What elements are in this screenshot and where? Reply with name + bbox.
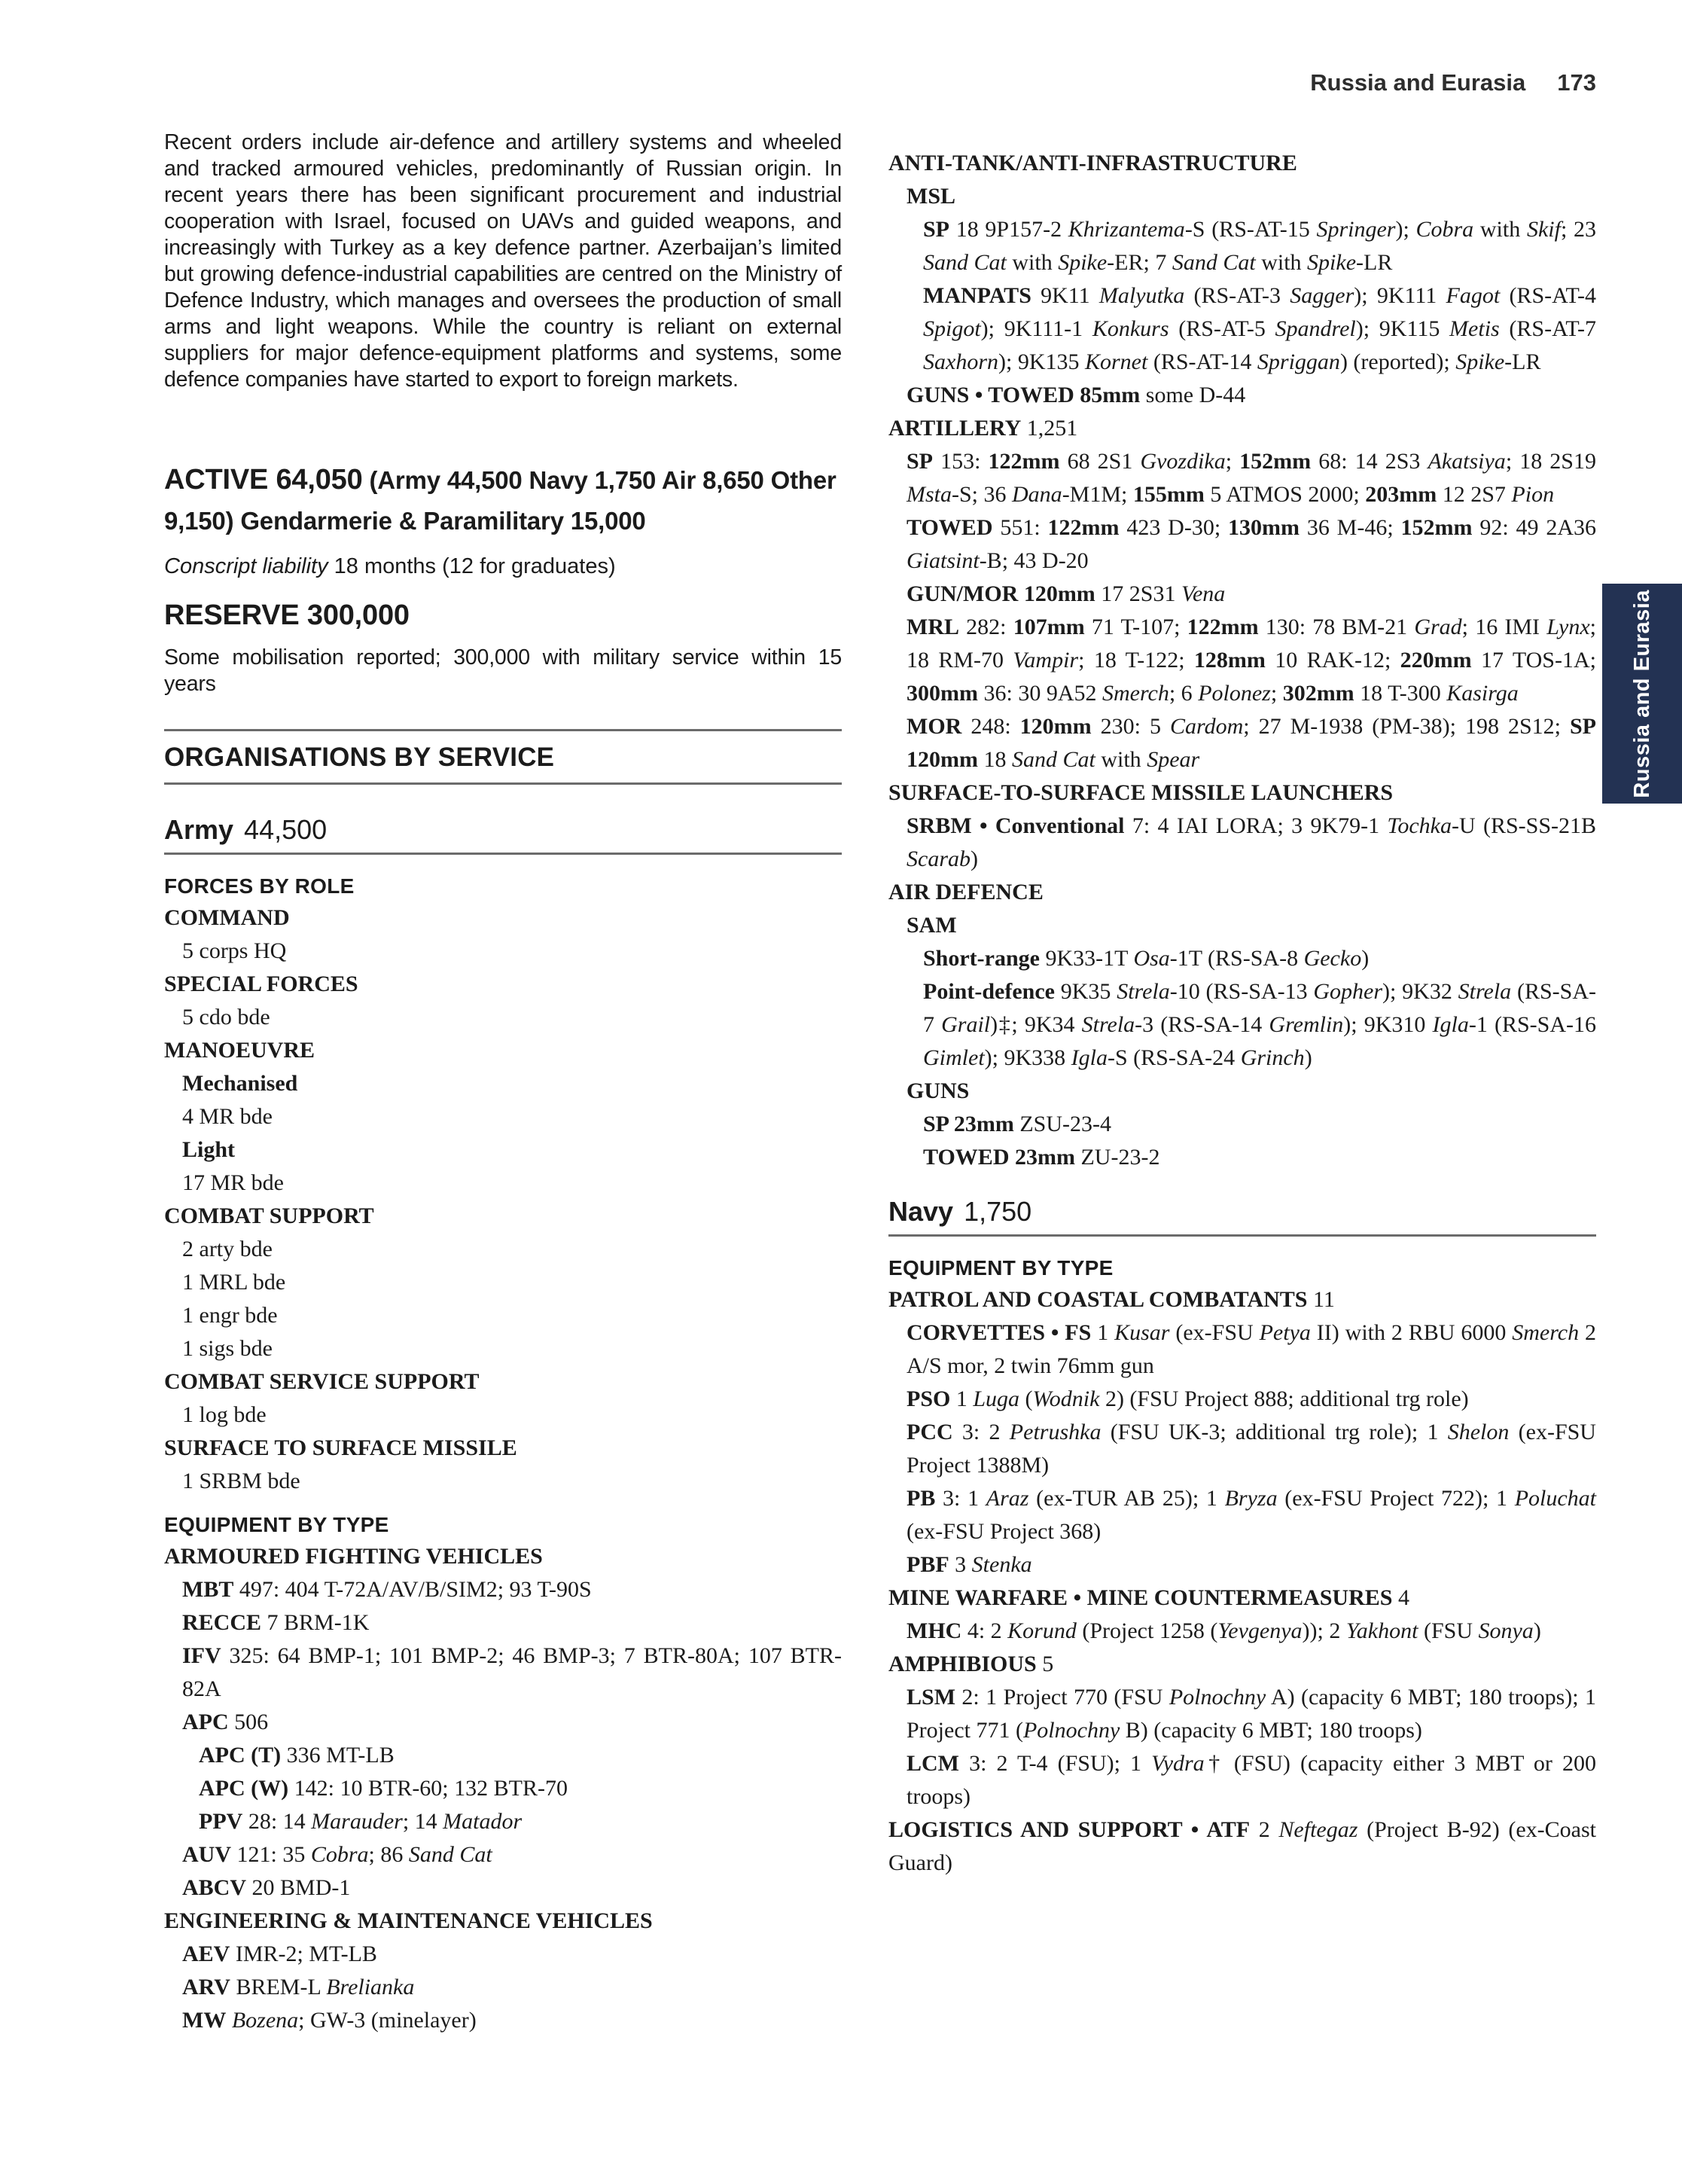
entry-line: MHC 4: 2 Korund (Project 1258 (Yevgenya)); 2 Yakhont (FSU Sonya) (907, 1618, 1541, 1643)
strength-heading-lead: ACTIVE 64,050 (164, 464, 363, 496)
service-name: Army (164, 814, 234, 845)
entry-line: MBT 497: 404 T-72A/AV/B/SIM2; 93 T-90S (182, 1577, 592, 1602)
entry-line: LCM 3: 2 T-4 (FSU); 1 Vydra† (FSU) (capacity either 3 MBT or 200 troops) (907, 1751, 1596, 1809)
intro-paragraph: Some mobilisation reported; 300,000 with military service within 15 years (164, 645, 842, 696)
conscript-note-value: 18 months (12 for graduates) (328, 554, 616, 578)
entry-line: AUV 121: 35 Cobra; 86 Sand Cat (182, 1842, 492, 1867)
entry-line: LOGISTICS AND SUPPORT • ATF 2 Neftegaz (Project B-92) (ex-Coast Guard) (888, 1817, 1596, 1875)
service-strength: 44,500 (244, 814, 328, 845)
service-name: Navy (888, 1196, 954, 1227)
intro-paragraph: Recent orders include air-defence and artillery systems and wheeled and tracked armoured vehicles, predominantly of Russian origin. In recent years there has been significant procurement and industrial cooperation with Israel, focused on UAVs and guided weapons, and increasingly with Turkey as a key defence partner. Azerbaijan’s limited but growing defence-industrial capabilities are centred on the Ministry of Defence Industry, which manages and oversees the production of small arms and light weapons. While the country is reliant on external suppliers for major defence-equipment platforms and systems, some defence companies have started to export to foreign markets. (164, 130, 842, 392)
entry-line: 1 SRBM bde (182, 1469, 300, 1493)
entry-line: COMBAT SERVICE SUPPORT (164, 1369, 480, 1394)
conscript-note (164, 551, 842, 581)
conscript-note-term: Conscript liability (164, 554, 328, 578)
left-column (164, 130, 842, 2037)
entry-line: SRBM • Conventional 7: 4 IAI LORA; 3 9K79-1 Tochka-U (RS-SS-21B Scarab) (907, 813, 1597, 871)
entry-line: 1 log bde (182, 1402, 267, 1427)
entry-line: 4 MR bde (182, 1104, 273, 1129)
entry-line: 2 arty bde (182, 1237, 273, 1261)
entry-line: SP 153: 122mm 68 2S1 Gvozdika; 152mm 68: 14 2S3 Akatsiya; 18 2S19 Msta-S; 36 Dana-M1M; 155mm 5 ATMOS 2000; 203mm 12 2S7 Pion (907, 449, 1596, 507)
entry-line: Short-range 9K33-1T Osa-1T (RS-SA-8 Gecko) (923, 946, 1370, 971)
strength-heading-lead: RESERVE 300,000 (164, 599, 410, 631)
strength-heading-detail: (Army 44,500 Navy 1,750 Air 8,650 Other 9,150) Gendarmerie & Paramilitary 15,000 (164, 466, 836, 535)
entry-line: IFV 325: 64 BMP-1; 101 BMP-2; 46 BMP-3; 7 BTR-80A; 107 BTR-82A (182, 1643, 842, 1701)
entry-line: TOWED 551: 122mm 423 D-30; 130mm 36 M-46; 152mm 92: 49 2A36 Giatsint-B; 43 D-20 (907, 515, 1596, 573)
entry-line: ARMOURED FIGHTING VEHICLES (164, 1544, 543, 1569)
entry-line: AIR DEFENCE (888, 880, 1044, 904)
entry-line: MSL (907, 184, 956, 209)
strength-heading (164, 462, 842, 544)
entry-line: SURFACE TO SURFACE MISSILE (164, 1435, 517, 1460)
entry-line: ANTI-TANK/ANTI-INFRASTRUCTURE (888, 151, 1297, 175)
entry-line: COMBAT SUPPORT (164, 1203, 374, 1228)
entry-line: RECCE 7 BRM-1K (182, 1610, 370, 1635)
entry-line: 5 cdo bde (182, 1005, 270, 1029)
entry-line: COMMAND (164, 905, 290, 930)
entry-line: APC 506 (182, 1710, 269, 1734)
entry-line: Light (182, 1137, 236, 1162)
entry-line: MW Bozena; GW-3 (minelayer) (182, 2008, 477, 2033)
entry-line: CORVETTES • FS 1 Kusar (ex-FSU Petya II) with 2 RBU 6000 Smerch 2 A/S mor, 2 twin 76mm gun (907, 1320, 1597, 1378)
entry-line: PATROL AND COASTAL COMBATANTS 11 (888, 1287, 1335, 1312)
entry-line: 1 sigs bde (182, 1336, 273, 1361)
entry-line: 17 MR bde (182, 1170, 284, 1195)
entry-line: AEV IMR-2; MT-LB (182, 1942, 377, 1966)
entry-line: SP 23mm ZSU-23-4 (923, 1112, 1111, 1136)
subsection-heading: EQUIPMENT BY TYPE (888, 1256, 1114, 1280)
entry-line: MANOEUVRE (164, 1038, 315, 1063)
entry-line: LSM 2: 1 Project 770 (FSU Polnochny A) (capacity 6 MBT; 180 troops); 1 Project 771 (Polnochny B) (capacity 6 MBT; 180 troops) (907, 1685, 1597, 1743)
entry-line: GUN/MOR 120mm 17 2S31 Vena (907, 581, 1226, 606)
entry-line: MINE WARFARE • MINE COUNTERMEASURES 4 (888, 1585, 1409, 1610)
entry-line: SURFACE-TO-SURFACE MISSILE LAUNCHERS (888, 780, 1394, 805)
service-strength: 1,750 (964, 1196, 1032, 1227)
entry-line: Mechanised (182, 1071, 298, 1096)
subsection-heading: EQUIPMENT BY TYPE (164, 1513, 389, 1536)
strength-heading (164, 598, 842, 639)
service-heading (164, 815, 842, 855)
entry-line: PSO 1 Luga (Wodnik 2) (FSU Project 888; additional trg role) (907, 1386, 1469, 1411)
entry-line: PBF 3 Stenka (907, 1552, 1032, 1577)
entry-line: Point-defence 9K35 Strela-10 (RS-SA-13 Gopher); 9K32 Strela (RS-SA-7 Grail)‡; 9K34 Strela-3 (RS-SA-14 Gremlin); 9K310 Igla-1 (RS-SA-16 Gimlet); 9K338 Igla-S (RS-SA-24 Grinch) (923, 979, 1596, 1070)
entry-line: 1 MRL bde (182, 1270, 286, 1295)
section-side-tab (1602, 584, 1682, 804)
entry-line: AMPHIBIOUS 5 (888, 1652, 1054, 1676)
right-column (888, 147, 1596, 1880)
entry-line: MOR 248: 120mm 230: 5 Cardom; 27 M-1938 (PM-38); 198 2S12; SP 120mm 18 Sand Cat with Spear (907, 714, 1596, 772)
entry-line: 5 corps HQ (182, 938, 287, 963)
section-side-tab-label: Russia and Eurasia (1629, 589, 1654, 798)
entry-line: MANPATS 9K11 Malyutka (RS-AT-3 Sagger); 9K111 Fagot (RS-AT-4 Spigot); 9K111-1 Konkurs (RS-AT-5 Spandrel); 9K115 Metis (RS-AT-7 Saxhorn); 9K135 Kornet (RS-AT-14 Spriggan) (reported); Spike-LR (923, 283, 1597, 374)
entry-line: GUNS • TOWED 85mm some D-44 (907, 383, 1246, 407)
entry-line: PB 3: 1 Araz (ex-TUR AB 25); 1 Bryza (ex-FSU Project 722); 1 Poluchat (ex-FSU Project 368) (907, 1486, 1596, 1544)
entry-line: PPV 28: 14 Marauder; 14 Matador (199, 1809, 523, 1834)
entry-line: APC (T) 336 MT-LB (199, 1743, 395, 1768)
entry-line: SPECIAL FORCES (164, 972, 358, 996)
page-number: 173 (1557, 69, 1596, 96)
entry-line: ARV BREM-L Brelianka (182, 1975, 415, 1999)
entry-line: 1 engr bde (182, 1303, 278, 1328)
entry-line: PCC 3: 2 Petrushka (FSU UK-3; additional trg role); 1 Shelon (ex-FSU Project 1388M) (907, 1420, 1596, 1478)
entry-line: ENGINEERING & MAINTENANCE VEHICLES (164, 1908, 653, 1933)
entry-line: GUNS (907, 1078, 970, 1103)
running-header (1310, 69, 1596, 96)
running-header-section: Russia and Eurasia (1310, 69, 1526, 96)
entry-line: MRL 282: 107mm 71 T-107; 122mm 130: 78 BM-21 Grad; 16 IMI Lynx; 18 RM-70 Vampir; 18 T-122; 128mm 10 RAK-12; 220mm 17 TOS-1A; 300mm 36: 30 9A52 Smerch; 6 Polonez; 302mm 18 T-300 Kasirga (907, 615, 1596, 706)
section-heading: ORGANISATIONS BY SERVICE (164, 729, 842, 785)
subsection-heading: FORCES BY ROLE (164, 874, 355, 898)
entry-line: ABCV 20 BMD-1 (182, 1875, 351, 1900)
entry-line: SP 18 9P157-2 Khrizantema-S (RS-AT-15 Springer); Cobra with Skif; 23 Sand Cat with Spike-ER; 7 Sand Cat with Spike-LR (923, 217, 1596, 275)
service-heading (888, 1197, 1596, 1237)
entry-line: ARTILLERY 1,251 (888, 416, 1078, 441)
entry-line: SAM (907, 913, 957, 938)
entry-line: TOWED 23mm ZU-23-2 (923, 1145, 1160, 1170)
entry-line: APC (W) 142: 10 BTR-60; 132 BTR-70 (199, 1776, 568, 1801)
